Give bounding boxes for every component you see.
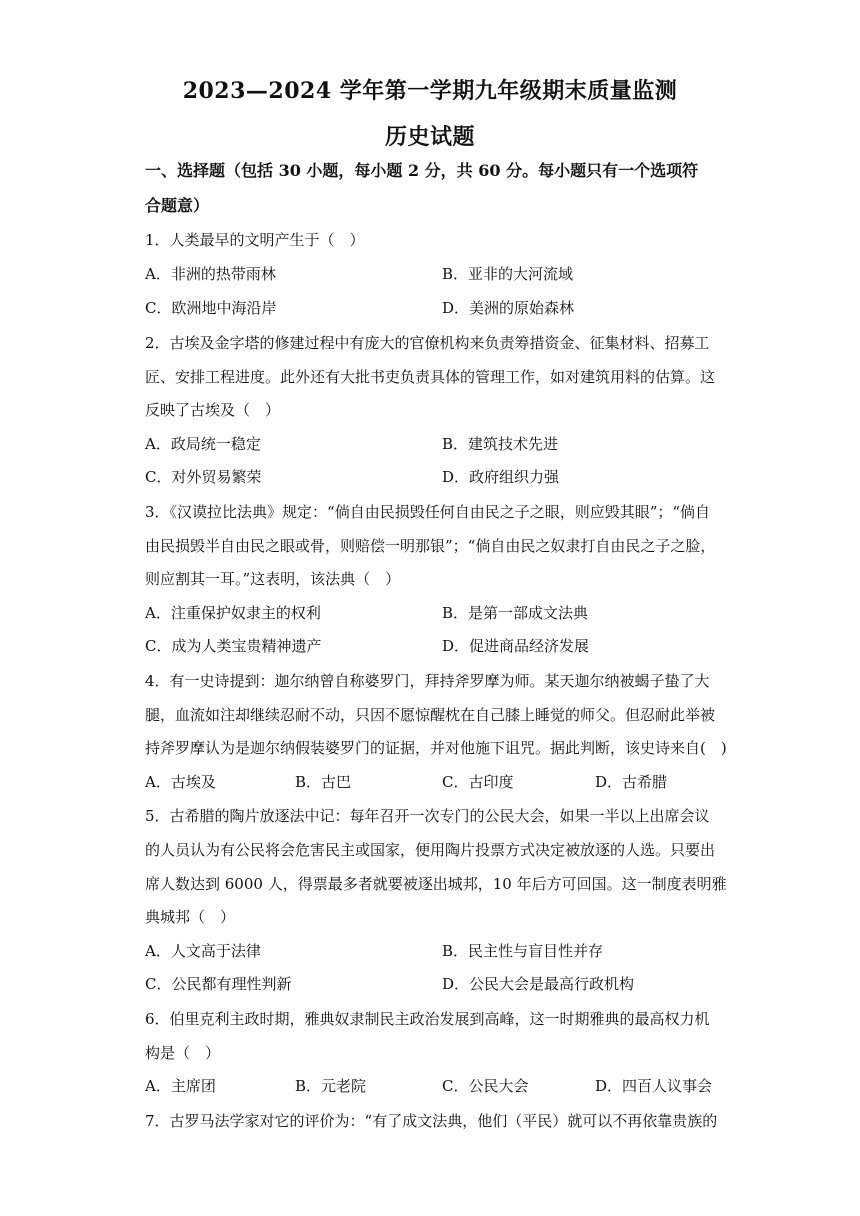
question-7-text-line-1: 7．古罗马法学家对它的评价为：“有了成文法典，他们（平民）就可以不再依靠贵族的 bbox=[145, 1112, 718, 1130]
question-1-option-a: A．非洲的热带雨林 bbox=[145, 265, 276, 283]
question-1-option-d: D．美洲的原始森林 bbox=[442, 299, 575, 317]
question-3-option-a: A．注重保护奴隶主的权利 bbox=[145, 604, 321, 622]
question-4-option-c: C．古印度 bbox=[442, 773, 514, 791]
question-3-text-line-1: 3．《汉谟拉比法典》规定：“倘自由民损毁任何自由民之子之眼，则应毁其眼”；“倘自 bbox=[145, 503, 711, 521]
question-5-text-line-2: 的人员认为有公民将会危害民主或国家，便用陶片投票方式决定被放逐的人选。只要出 bbox=[145, 841, 716, 859]
question-6-option-a: A．主席团 bbox=[145, 1077, 216, 1095]
exam-subtitle: 历史试题 bbox=[384, 124, 475, 150]
question-4-option-a: A．古埃及 bbox=[145, 773, 216, 791]
question-4-text-line-1: 4．有一史诗提到：迦尔纳曾自称婆罗门，拜持斧罗摩为师。某天迦尔纳被蝎子蛰了大 bbox=[145, 672, 710, 690]
question-3-option-c: C．成为人类宝贵精神遗产 bbox=[145, 637, 322, 655]
question-3-option-b: B．是第一部成文法典 bbox=[442, 604, 589, 622]
question-5-text-line-4: 典城邦（ ） bbox=[145, 908, 236, 926]
question-4-text-line-2: 腿，血流如注却继续忍耐不动，只因不愿惊醒枕在自己膝上睡觉的师父。但忍耐此举被 bbox=[145, 706, 716, 724]
question-4-option-b: B．古巴 bbox=[295, 773, 352, 791]
question-2-option-b: B．建筑技术先进 bbox=[442, 435, 559, 453]
question-2-option-a: A．政局统一稳定 bbox=[145, 435, 261, 453]
question-1-text: 1．人类最早的文明产生于（ ） bbox=[145, 231, 365, 249]
question-2-text-line-3: 反映了古埃及（ ） bbox=[145, 401, 281, 419]
question-6-option-b: B．元老院 bbox=[295, 1077, 367, 1095]
exam-title: 2023—2024 学年第一学期九年级期末质量监测 bbox=[182, 78, 678, 104]
question-5-text-line-1: 5．古希腊的陶片放逐法中记：每年召开一次专门的公民大会，如果一半以上出席会议 bbox=[145, 807, 710, 825]
question-2-text-line-2: 匠、安排工程进度。此外还有大批书吏负责具体的管理工作，如对建筑用料的估算。这 bbox=[145, 368, 716, 386]
question-6-text-line-2: 构是（ ） bbox=[145, 1044, 221, 1062]
section-heading-line-2: 合题意） bbox=[145, 196, 210, 215]
question-5-text-line-3: 席人数达到 6000 人，得票最多者就要被逐出城邦，10 年后方可回国。这一制度表明雅 bbox=[145, 875, 727, 893]
question-2-option-d: D．政府组织力强 bbox=[442, 468, 560, 486]
question-6-text-line-1: 6．伯里克利主政时期，雅典奴隶制民主政治发展到高峰，这一时期雅典的最高权力机 bbox=[145, 1010, 710, 1028]
question-1-option-c: C．欧洲地中海沿岸 bbox=[145, 299, 277, 317]
question-1-option-b: B．亚非的大河流域 bbox=[442, 265, 574, 283]
question-5-option-a: A．人文高于法律 bbox=[145, 942, 261, 960]
question-4-option-d: D．古希腊 bbox=[595, 773, 668, 791]
question-6-option-c: C．公民大会 bbox=[442, 1077, 529, 1095]
question-5-option-c: C．公民都有理性判新 bbox=[145, 975, 292, 993]
question-3-option-d: D．促进商品经济发展 bbox=[442, 637, 590, 655]
question-2-option-c: C．对外贸易繁荣 bbox=[145, 468, 262, 486]
question-3-text-line-3: 则应割其一耳。”这表明，该法典（ ） bbox=[145, 570, 401, 588]
question-2-text-line-1: 2．古埃及金字塔的修建过程中有庞大的官僚机构来负责筹措资金、征集材料、招募工 bbox=[145, 334, 710, 352]
question-3-text-line-2: 由民损毁半自由民之眼或骨，则赔偿一明那银”；“倘自由民之奴隶打自由民之子之脸， bbox=[145, 537, 716, 555]
question-6-option-d: D．四百人议事会 bbox=[595, 1077, 713, 1095]
question-5-option-d: D．公民大会是最高行政机构 bbox=[442, 975, 635, 993]
question-4-text-line-3: 持斧罗摩认为是迦尔纳假装婆罗门的证据，并对他施下诅咒。据此判断，该史诗来自( ) bbox=[145, 739, 727, 757]
question-5-option-b: B．民主性与盲目性并存 bbox=[442, 942, 604, 960]
section-heading-line-1: 一、选择题（包括 30 小题，每小题 2 分，共 60 分。每小题只有一个选项符 bbox=[145, 161, 699, 180]
